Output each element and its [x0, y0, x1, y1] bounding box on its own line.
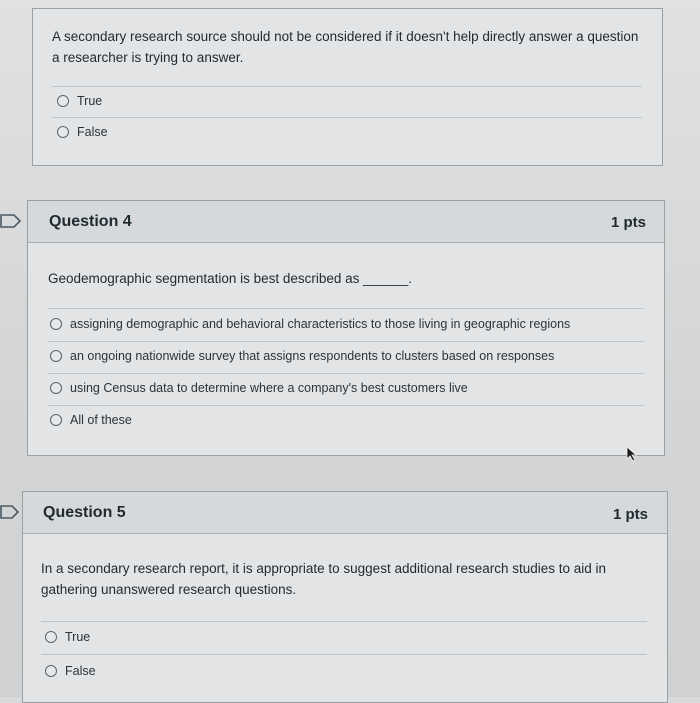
question-5-card	[22, 491, 668, 703]
question-4-answer-4[interactable]	[50, 413, 132, 427]
answer-label: False	[77, 125, 108, 139]
question-5-answer-true[interactable]	[45, 630, 90, 644]
radio-button-icon[interactable]	[50, 318, 62, 330]
question-4-answer-1[interactable]	[50, 317, 570, 331]
question-3-answer-true[interactable]	[57, 94, 102, 108]
radio-button-icon[interactable]	[50, 382, 62, 394]
question-5-header	[23, 492, 667, 534]
divider	[48, 308, 644, 309]
question-4-card	[27, 200, 665, 456]
question-5-text: In a secondary research report, it is appropriate to suggest additional research studies to aid in gathering unanswered research questions.	[41, 561, 607, 597]
question-4-header	[28, 201, 664, 243]
question-3-text: A secondary research source should not be considered if it doesn't help directly answer a question a researcher is trying to answer.	[52, 29, 639, 65]
question-title: Question 5	[43, 504, 126, 521]
divider	[52, 117, 642, 118]
question-points: 1 pts	[612, 506, 648, 523]
question-points: 1 pts	[610, 214, 646, 231]
divider	[41, 654, 647, 655]
radio-button-icon[interactable]	[45, 631, 57, 643]
answer-label: False	[65, 664, 96, 678]
question-title: Question 4	[49, 213, 132, 230]
answer-label: True	[65, 630, 91, 644]
question-4-answer-2[interactable]	[50, 349, 554, 363]
bookmark-flag-icon[interactable]	[0, 214, 22, 228]
answer-label: assigning demographic and behavioral characteristics to those living in geographic regions	[70, 317, 571, 331]
answer-label: True	[77, 94, 103, 108]
question-3-answer-false[interactable]	[57, 125, 108, 139]
answer-label: an ongoing nationwide survey that assigns respondents to clusters based on responses	[70, 349, 555, 363]
radio-button-icon[interactable]	[57, 126, 69, 138]
radio-button-icon[interactable]	[57, 95, 69, 107]
answer-label: All of these	[70, 413, 132, 427]
radio-button-icon[interactable]	[50, 350, 62, 362]
divider	[52, 86, 642, 87]
question-4-text: Geodemographic segmentation is best described as ______.	[48, 271, 412, 286]
question-5-answer-false[interactable]	[45, 664, 96, 678]
divider	[41, 621, 647, 622]
divider	[48, 341, 644, 342]
question-3-card	[32, 8, 663, 166]
divider	[48, 405, 644, 406]
divider	[48, 373, 644, 374]
answer-label: using Census data to determine where a company's best customers live	[70, 381, 468, 395]
mouse-pointer-icon	[625, 446, 639, 462]
radio-button-icon[interactable]	[45, 665, 57, 677]
radio-button-icon[interactable]	[50, 414, 62, 426]
question-4-answer-3[interactable]	[50, 381, 468, 395]
bookmark-flag-icon[interactable]	[0, 505, 22, 519]
